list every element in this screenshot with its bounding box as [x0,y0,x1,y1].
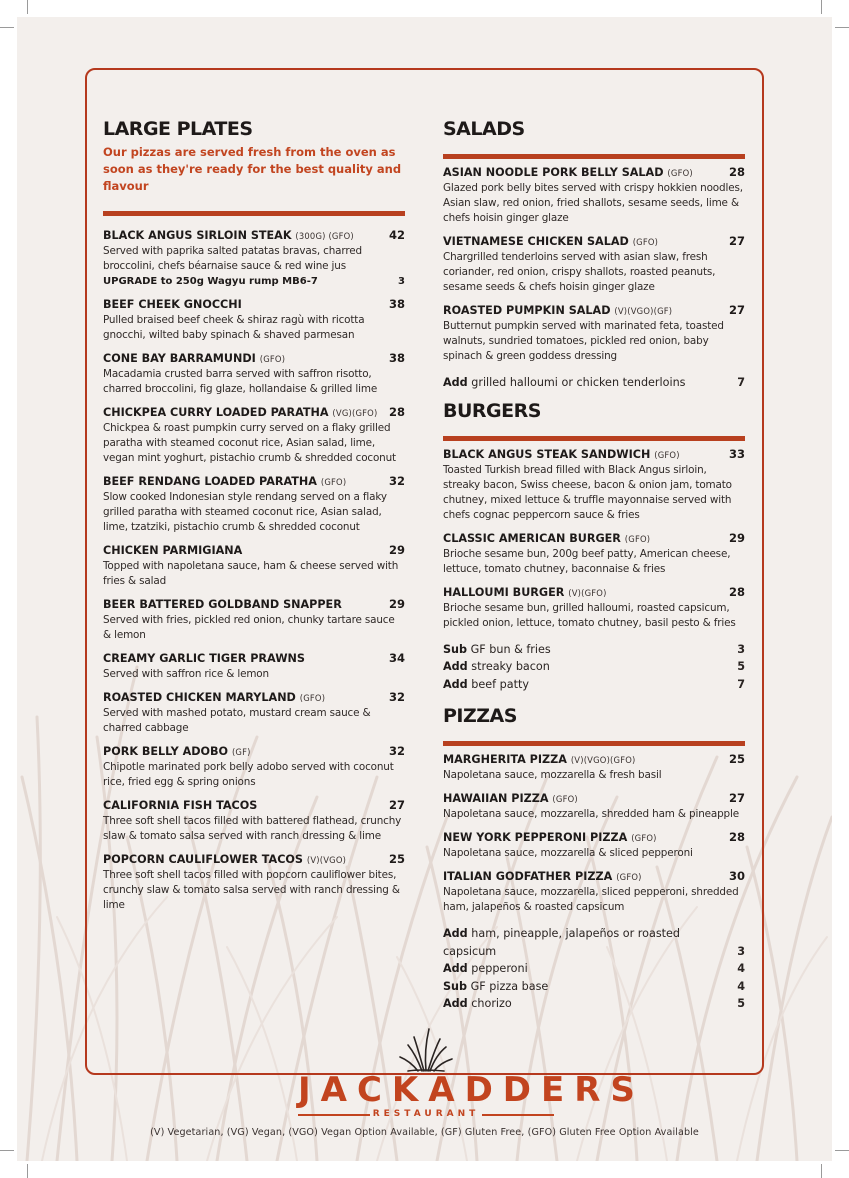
menu-item [103,228,405,289]
crop-mark [27,1164,28,1178]
menu-item [103,744,405,790]
addon-label: Add [443,660,468,673]
right-column [443,118,745,1021]
item-description: Chipotle marinated pork belly adobo served with coconut rice, fried egg & spring onions [103,761,394,788]
addon-label: Add [443,376,468,389]
addon-row [443,641,745,659]
crop-mark [835,27,849,28]
crop-mark [821,1164,822,1178]
item-description: Napoletana sauce, mozzarella & fresh basil [443,769,662,781]
item-name: ITALIAN GODFATHER PIZZA [443,870,613,883]
section-title-pizzas: PIZZAS [443,705,517,727]
menu-item [103,651,405,682]
addon-row [443,676,745,694]
section-title-large-plates: LARGE PLATES [103,118,253,140]
addon-row [443,658,745,676]
item-name: ASIAN NOODLE PORK BELLY SALAD [443,166,664,179]
logo-wordmark: JACKADDERS [298,1070,645,1110]
menu-item [103,852,405,913]
menu-item [103,297,405,343]
reed-icon [290,1025,562,1073]
menu-item [103,798,405,844]
addon-text: ham, pineapple, jalapeños or roasted [471,927,681,940]
item-name: ROASTED PUMPKIN SALAD [443,304,611,317]
item-name: HALLOUMI BURGER [443,585,565,599]
logo-subtitle: RESTAURANT [372,1109,480,1119]
item-price: 28 [728,830,745,844]
item-name: POPCORN CAULIFLOWER TACOS [103,853,303,866]
item-price: 28 [728,165,745,179]
crop-mark [27,0,28,14]
item-price: 29 [728,530,745,545]
item-price: 27 [388,798,405,812]
item-name: CREAMY GARLIC TIGER PRAWNS [103,652,305,665]
item-description: Brioche sesame bun, grilled halloumi, roasted capsicum, pickled onion, lettuce, tomato chutney, basil pesto & fries [443,601,736,629]
addon-label: Add [443,997,468,1010]
item-dietary-tag: (GFO) [632,237,659,247]
addon-label: Add [443,677,468,691]
item-name: BEER BATTERED GOLDBAND SNAPPER [103,598,342,611]
item-description: Butternut pumpkin served with marinated feta, toasted walnuts, sundried tomatoes, pickled red onion, baby spinach & green goddess dressing [443,320,724,362]
item-name: CALIFORNIA FISH TACOS [103,799,258,812]
item-price: 27 [728,303,745,317]
addon-text: streaky bacon [471,660,550,673]
menu-item [443,447,745,523]
upgrade-price: 3 [398,276,405,287]
item-description: Napoletana sauce, mozzarella, shredded ham & pineapple [443,808,739,820]
item-name: BLACK ANGUS STEAK SANDWICH [443,447,651,461]
item-description: Three soft shell tacos filled with battered flathead, crunchy slaw & tomato salsa served with ranch dressing & lime [103,815,402,842]
addon-text: chorizo [471,997,512,1010]
item-price: 32 [388,744,405,758]
item-price: 32 [388,690,405,704]
upgrade-option [103,274,405,289]
item-dietary-tag: (GFO) [624,533,651,544]
item-description: Chargrilled tenderloins served with asian slaw, fresh coriander, red onion, crispy shallots, roasted peanuts, sesame seeds & chefs hoisin ginger glaze [443,251,716,293]
addon-text: pepperoni [471,962,528,975]
addon-text: beef patty [471,677,529,691]
addon-list [443,925,745,1013]
item-name: PORK BELLY ADOBO [103,745,229,758]
menu-item [443,585,745,631]
item-dietary-tag: (GFO) [299,693,326,703]
item-description: Served with saffron rice & lemon [103,668,269,680]
addon-price: 7 [737,376,745,389]
section-divider [443,436,745,441]
menu-item [103,543,405,589]
addon-price: 3 [737,642,745,656]
item-description: Served with paprika salted patatas bravas, charred broccolini, chefs béarnaise sauce & red wine jus [103,245,362,272]
item-price: 29 [388,543,405,557]
addon-price: 4 [737,962,745,975]
addon-text: capsicum [443,944,497,958]
item-description: Served with mashed potato, mustard cream sauce & charred cabbage [103,707,371,734]
item-description: Napoletana sauce, mozzarella, sliced pepperoni, shredded ham, jalapeños & roasted capsicum [443,886,739,913]
addon-row [443,943,745,961]
addon-row [443,960,745,978]
item-name: HAWAIIAN PIZZA [443,792,549,805]
item-description: Napoletana sauce, mozzarella & sliced pepperoni [443,847,693,859]
item-price: 38 [388,351,405,365]
section-title-burgers: BURGERS [443,399,541,422]
left-column [103,118,405,921]
item-price: 29 [388,597,405,611]
addon-label: Sub [443,642,468,656]
item-name: BEEF CHEEK GNOCCHI [103,298,242,311]
logo-line-right [482,1114,554,1116]
item-dietary-tag: (GFO) [259,354,286,364]
item-name: MARGHERITA PIZZA [443,753,567,766]
item-price: 34 [388,651,405,665]
item-dietary-tag: (V)(VGO) [306,855,347,865]
menu-item [443,531,745,577]
item-price: 38 [388,297,405,311]
item-dietary-tag: (GF) [231,747,251,757]
menu-item [103,351,405,397]
addon-text: GF pizza base [470,979,549,993]
item-description: Chickpea & roast pumpkin curry served on a flaky grilled paratha with steamed coconut rice, Asian salad, lime, vegan mint yoghurt, pistachio crumb & shredded coconut [103,422,396,464]
menu-item [443,791,745,822]
item-name: NEW YORK PEPPERONI PIZZA [443,831,628,844]
menu-item [443,830,745,861]
item-price: 27 [728,234,745,248]
item-name: CONE BAY BARRAMUNDI [103,352,256,365]
section-subtitle: Our pizzas are served fresh from the oven as soon as they're ready for the best quality and flavour [103,145,402,193]
menu-item [443,869,745,915]
addon-text: grilled halloumi or chicken tenderloins [471,376,686,389]
section-divider [443,741,745,746]
menu-item [443,234,745,295]
item-description: Served with fries, pickled red onion, chunky tartare sauce & lemon [103,614,395,641]
menu-item [443,165,745,226]
crop-mark [821,0,822,14]
item-name: BEEF RENDANG LOADED PARATHA [103,475,317,488]
item-dietary-tag: (GFO) [320,477,347,487]
addon-label: Add [443,962,468,975]
item-price: 25 [728,752,745,766]
item-dietary-tag: (V)(GFO) [568,587,607,598]
menu-item [103,474,405,535]
upgrade-label: UPGRADE to 250g Wagyu rump MB6-7 [103,276,318,287]
item-name: ROASTED CHICKEN MARYLAND [103,691,296,704]
item-description: Three soft shell tacos filled with popcorn cauliflower bites, crunchy slaw & tomato salsa served with ranch dressing & lime [103,869,400,911]
crop-mark [835,1150,849,1151]
addon-row [443,995,745,1013]
item-description: Pulled braised beef cheek & shiraz ragù with ricotta gnocchi, wilted baby spinach & shaved parmesan [103,314,365,341]
menu-item [443,303,745,364]
item-dietary-tag: (VG)(GFO) [332,408,378,418]
item-description: Brioche sesame bun, 200g beef patty, American cheese, lettuce, tomato chutney, baconnaise & fries [443,547,731,575]
addon-price: 5 [737,660,745,673]
item-price: 28 [728,584,745,599]
item-description: Macadamia crusted barra served with saffron risotto, charred broccolini, fig glaze, hollandaise & grilled lime [103,368,378,395]
addon-price: 5 [737,997,745,1010]
restaurant-logo [290,1025,645,1125]
menu-item [103,405,405,466]
menu-item [103,597,405,643]
item-dietary-tag: (GFO) [552,794,578,804]
item-name: CHICKPEA CURRY LOADED PARATHA [103,406,329,419]
item-price: 32 [388,474,405,488]
item-dietary-tag: (V)(VGO)(GFO) [570,755,636,765]
item-name: CHICKEN PARMIGIANA [103,544,243,557]
addon-row [443,374,745,392]
item-description: Glazed pork belly bites served with crispy hokkien noodles, Asian slaw, red onion, fried shallots, sesame seeds, lime & chefs hoisin ginger glaze [443,182,743,224]
item-name: BLACK ANGUS SIRLOIN STEAK [103,229,292,242]
item-description: Slow cooked Indonesian style rendang served on a flaky grilled paratha with steamed coconut rice, Asian salad, lime, tzatziki, pistachio crumb & shredded coconut [103,491,387,533]
crop-mark [0,27,14,28]
crop-mark [0,1150,14,1151]
logo-subtitle-row [290,1109,562,1123]
item-dietary-tag: (V)(VGO)(GF) [614,306,673,316]
menu-item [103,690,405,736]
item-name: VIETNAMESE CHICKEN SALAD [443,235,629,248]
addon-price: 7 [737,677,745,691]
item-price: 33 [728,446,745,461]
item-description: Topped with napoletana sauce, ham & cheese served with fries & salad [103,560,399,587]
addon-price: 3 [737,944,745,958]
item-dietary-tag: (GFO) [631,833,657,843]
addon-row [443,978,745,996]
menu-item [443,752,745,783]
item-dietary-tag: (GFO) [616,872,642,882]
item-price: 27 [728,791,745,805]
item-price: 42 [388,228,405,242]
item-price: 30 [728,869,745,883]
addon-list [443,374,745,392]
addon-text: GF bun & fries [470,642,551,656]
addon-label: Sub [443,979,468,993]
section-divider [443,154,745,159]
item-description: Toasted Turkish bread filled with Black Angus sirloin, streaky bacon, Swiss cheese, bacon & onion jam, tomato chutney, mixed lettuce & truffle mayonnaise served with chefs cognac peppercorn sauce & fries [443,463,732,521]
item-dietary-tag: (300G) (GFO) [295,231,354,241]
item-name: CLASSIC AMERICAN BURGER [443,531,621,545]
section-divider [103,211,405,216]
item-dietary-tag: (GFO) [654,449,680,460]
item-price: 28 [388,405,405,419]
item-dietary-tag: (GFO) [667,168,693,178]
addon-label: Add [443,927,468,940]
addon-list [443,641,745,694]
dietary-legend: (V) Vegetarian, (VG) Vegan, (VGO) Vegan Option Available, (GF) Gluten Free, (GFO) Gluten Free Option Available [150,1127,699,1138]
item-price: 25 [388,852,405,866]
addon-row [443,925,745,943]
addon-price: 4 [737,979,745,993]
section-title-salads: SALADS [443,118,525,140]
